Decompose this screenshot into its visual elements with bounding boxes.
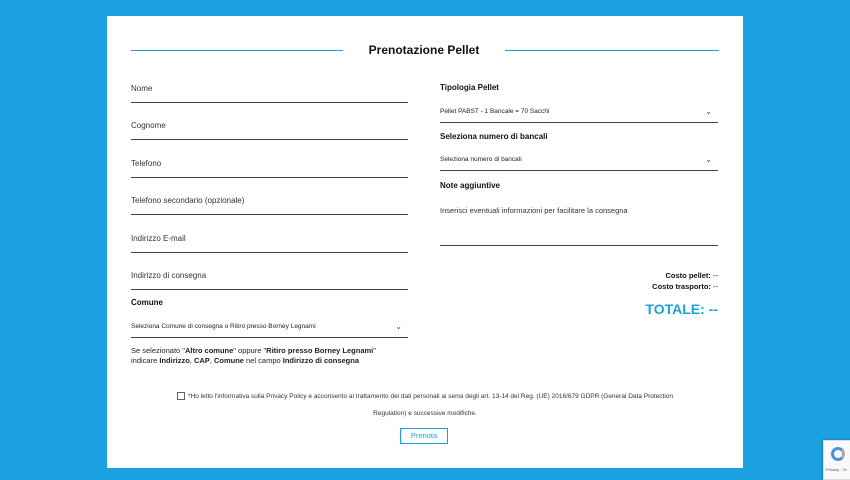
privacy-text-line2: Regulation) e successive modifiche. <box>373 410 477 417</box>
note-aggiuntive-placeholder: Inserisci eventuali informazioni per facilitare la consegna <box>440 206 628 215</box>
nome-field[interactable] <box>131 82 408 103</box>
cognome-placeholder: Cognome <box>131 121 166 130</box>
telefono-placeholder: Telefono <box>131 159 162 168</box>
bancali-select[interactable] <box>440 152 718 171</box>
chevron-down-icon: ⌄ <box>705 155 712 164</box>
title-divider-left <box>131 50 343 51</box>
email-field[interactable] <box>131 232 408 253</box>
bancali-label: Seleziona numero di bancali <box>440 132 548 141</box>
tipologia-label: Tipologia Pellet <box>440 83 499 92</box>
comune-help-text: Se selezionato "Altro comune" oppure "Ritiro presso Borney Legnami" indicare Indirizzo, CAP, Comune nel campo Indirizzo di consegna <box>131 346 376 365</box>
telefono-secondario-placeholder: Telefono secondario (opzionale) <box>131 196 245 205</box>
nome-placeholder: Nome <box>131 84 153 93</box>
form-header <box>131 43 719 59</box>
comune-select[interactable] <box>131 319 408 338</box>
tipologia-select[interactable] <box>440 104 718 123</box>
telefono-secondario-field[interactable] <box>131 194 408 215</box>
privacy-consent <box>145 388 705 422</box>
cognome-field[interactable] <box>131 119 408 140</box>
page-title: Prenotazione Pellet <box>368 43 480 57</box>
email-placeholder: Indirizzo E-mail <box>131 234 186 243</box>
chevron-down-icon: ⌄ <box>705 107 712 116</box>
recaptcha-text: Privacy - Te <box>826 467 847 472</box>
costo-trasporto: Costo trasporto: -- <box>652 282 718 291</box>
privacy-checkbox[interactable] <box>177 392 185 400</box>
costo-pellet: Costo pellet: -- <box>665 271 718 280</box>
privacy-text-line1: *Ho letto l'informativa sulla Privacy Policy e acconsento al trattamento dei dati personali ai sensi degli art. 13-14 del Reg. (UE) 2016/679 GDPR (General Data Protection <box>187 393 673 400</box>
prenota-button[interactable]: Prenota <box>400 428 448 444</box>
chevron-down-icon: ⌄ <box>395 322 402 331</box>
telefono-field[interactable] <box>131 157 408 178</box>
comune-label: Comune <box>131 298 163 307</box>
indirizzo-placeholder: Indirizzo di consegna <box>131 271 207 280</box>
bancali-select-value: Seleziona numero di bancali <box>440 156 522 163</box>
note-aggiuntive-label: Note aggiuntive <box>440 181 501 190</box>
booking-card <box>107 16 743 468</box>
recaptcha-icon <box>831 447 845 461</box>
totale: TOTALE: -- <box>645 301 718 317</box>
note-aggiuntive-textarea[interactable] <box>440 202 718 246</box>
comune-select-value: Seleziona Comune di consegna o Ritiro presso Borney Legnami <box>131 323 316 330</box>
title-divider-right <box>505 50 719 51</box>
indirizzo-field[interactable] <box>131 269 408 290</box>
recaptcha-badge[interactable] <box>823 440 850 480</box>
tipologia-select-value: Pellet PABST - 1 Bancale = 70 Sacchi <box>440 108 550 115</box>
